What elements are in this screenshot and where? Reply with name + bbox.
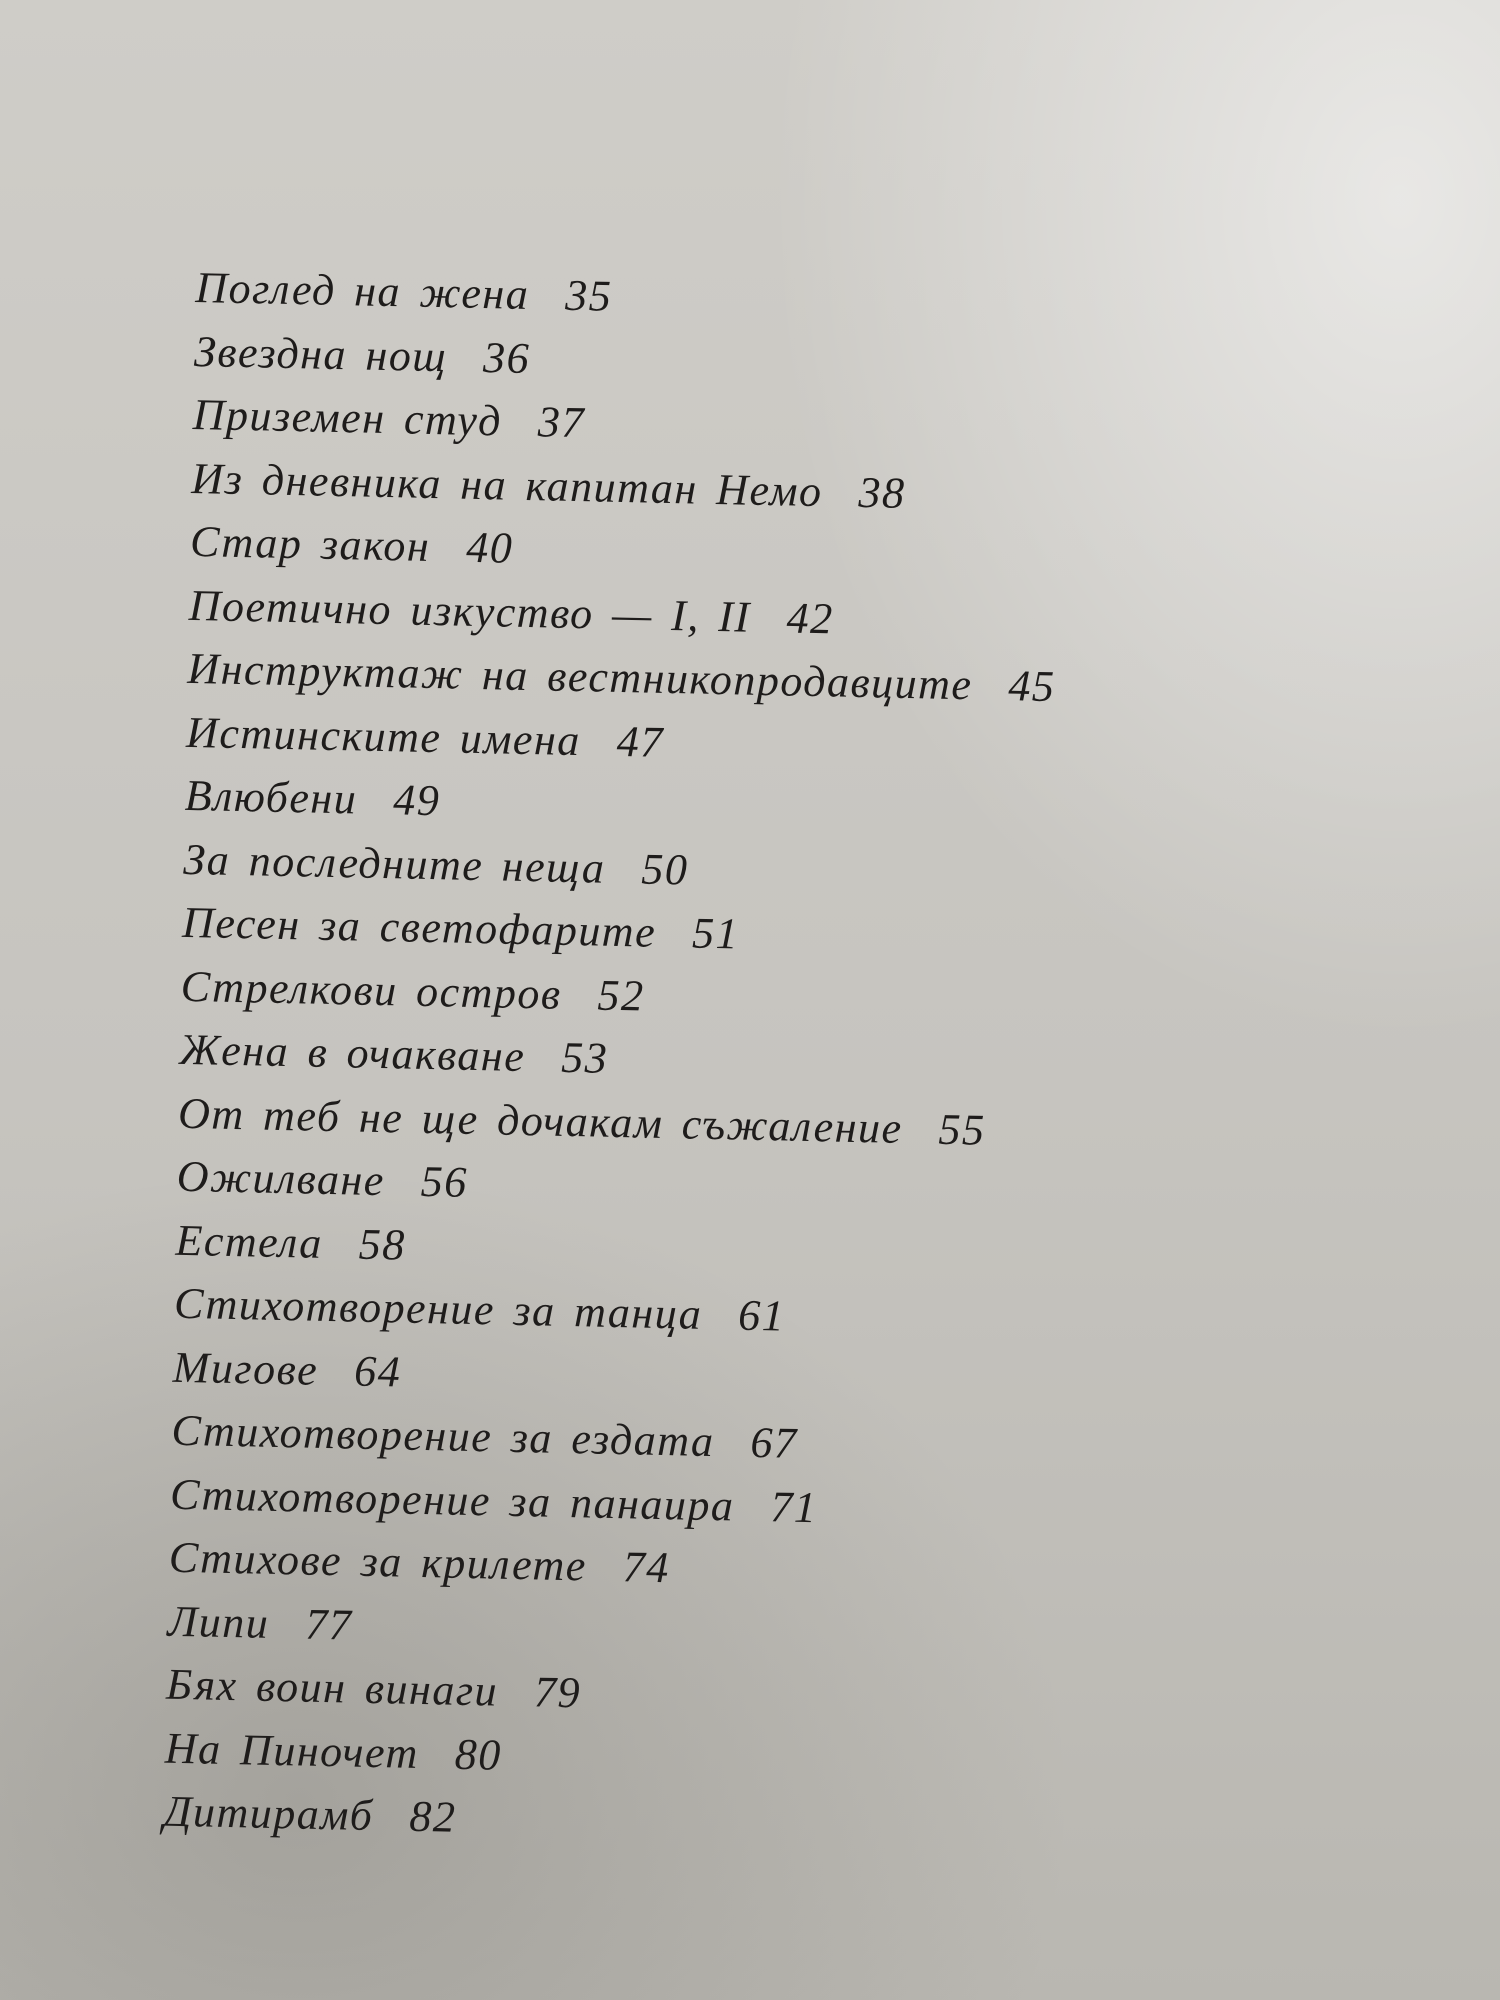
toc-page-number: 40 <box>465 522 514 573</box>
toc-page-number: 38 <box>858 467 907 518</box>
toc-page-number: 53 <box>560 1032 609 1083</box>
toc-title: Звездна нощ <box>193 326 448 381</box>
toc-page-number: 37 <box>537 397 586 448</box>
toc-title: Инструктаж на вестникопродавците <box>186 643 973 710</box>
toc-title: От теб не ще дочакам съжаление <box>177 1088 904 1153</box>
toc-page-number: 77 <box>304 1599 353 1650</box>
toc-page-number: 58 <box>358 1219 407 1270</box>
toc-page-number: 36 <box>482 332 531 383</box>
toc-page-number: 55 <box>938 1104 987 1155</box>
toc-title: Истинските имена <box>185 707 582 765</box>
toc-title: Стар закон <box>189 516 431 571</box>
toc-title: Поглед на жена <box>194 262 530 319</box>
toc-title: Из дневника на капитан Немо <box>190 453 824 516</box>
toc-title: За последните неща <box>182 834 607 893</box>
toc-title: Песен за светофарите <box>181 897 657 957</box>
toc-title: Влюбени <box>184 770 358 824</box>
toc-title: Ожилване <box>176 1151 386 1206</box>
toc-title: Жена в очакване <box>178 1024 526 1082</box>
toc-page-number: 45 <box>1007 661 1056 712</box>
toc-page-number: 74 <box>622 1542 671 1593</box>
table-of-contents <box>163 262 1346 1873</box>
toc-title: Стихове за крилете <box>168 1532 588 1591</box>
toc-page-number: 56 <box>420 1156 469 1207</box>
toc-page-number: 51 <box>691 908 740 959</box>
toc-page-number: 79 <box>533 1667 582 1718</box>
toc-title: Стихотворение за танца <box>173 1278 703 1339</box>
toc-page-number: 80 <box>454 1729 503 1780</box>
toc-page-number: 71 <box>769 1481 818 1532</box>
toc-page-number: 64 <box>353 1346 402 1397</box>
toc-title: Дитирамб <box>163 1786 375 1841</box>
toc-title: Бях воин винаги <box>165 1659 499 1716</box>
toc-page-number: 42 <box>786 592 835 643</box>
toc-title: Стихотворение за ездата <box>171 1405 716 1467</box>
toc-page-number: 35 <box>564 270 613 321</box>
toc-title: Стихотворение за панаира <box>169 1469 735 1531</box>
toc-page-number: 50 <box>640 843 689 894</box>
toc-page-number: 61 <box>737 1290 786 1341</box>
toc-title: Приземен студ <box>192 389 503 446</box>
toc-page-number: 47 <box>616 716 665 767</box>
toc-title: Мигове <box>172 1342 319 1395</box>
toc-title: Липи <box>167 1596 270 1648</box>
toc-title: Стрелкови остров <box>180 961 563 1019</box>
toc-title: Естела <box>175 1215 324 1268</box>
toc-page-number: 67 <box>750 1417 799 1468</box>
toc-page-number: 52 <box>597 970 646 1021</box>
toc-page-number: 82 <box>408 1791 457 1842</box>
toc-page-number: 49 <box>392 775 441 826</box>
toc-title: На Пиночет <box>164 1723 420 1778</box>
toc-title: Поетично изкуство — I, II <box>188 580 752 642</box>
